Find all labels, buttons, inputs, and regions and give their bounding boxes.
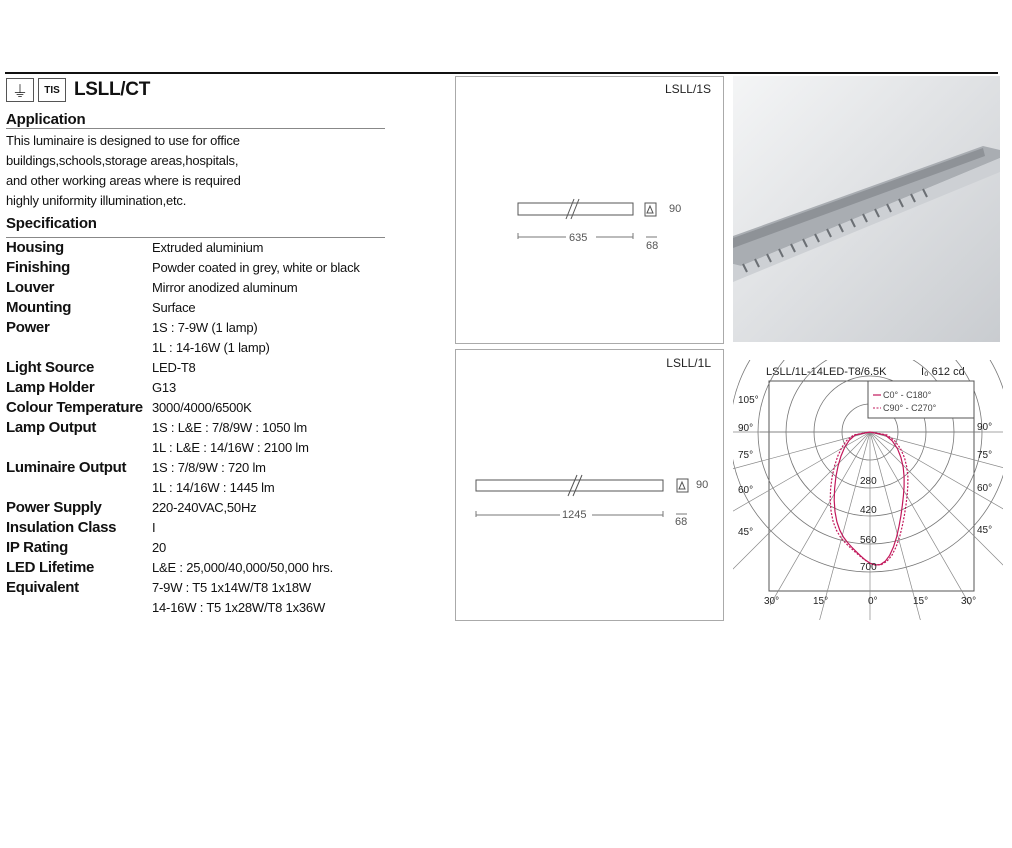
product-photo bbox=[733, 76, 1000, 342]
height-dimension: 90 bbox=[696, 479, 709, 491]
spec-row bbox=[6, 578, 386, 598]
legend-c90: C90° - C270° bbox=[883, 403, 937, 413]
ring-value: 700 bbox=[860, 562, 877, 573]
spec-row bbox=[6, 398, 386, 418]
spec-label: Colour Temperature bbox=[6, 399, 143, 416]
angle-label-bottom: 0° bbox=[868, 596, 878, 607]
model-title: LSLL/CT bbox=[74, 79, 150, 100]
spec-value: Mirror anodized aluminum bbox=[152, 280, 298, 295]
drawing-panel-1l bbox=[455, 349, 724, 621]
spec-row bbox=[6, 338, 386, 358]
angle-label-right: 75° bbox=[977, 450, 993, 461]
spec-label: IP Rating bbox=[6, 539, 69, 556]
polar-spoke bbox=[733, 432, 870, 573]
spec-row bbox=[6, 278, 386, 298]
application-line: buildings,schools,storage areas,hospitals, bbox=[6, 153, 239, 168]
spec-value: 1L : 14/16W : 1445 lm bbox=[152, 480, 275, 495]
spec-row bbox=[6, 378, 386, 398]
peak-intensity: I₀ 612 cd bbox=[921, 366, 965, 378]
angle-label-left: 60° bbox=[738, 485, 754, 496]
tis-badge: TIS bbox=[38, 78, 66, 102]
application-line: This luminaire is designed to use for office bbox=[6, 133, 240, 148]
angle-label-right: 90° bbox=[977, 422, 993, 433]
spec-value: LED-T8 bbox=[152, 360, 196, 375]
product-header bbox=[6, 78, 150, 102]
angle-label-left: 90° bbox=[738, 423, 754, 434]
spec-label: Light Source bbox=[6, 359, 95, 376]
specification-heading: Specification bbox=[6, 215, 97, 232]
spec-label: Insulation Class bbox=[6, 519, 117, 536]
spec-label: Luminaire Output bbox=[6, 459, 127, 476]
spec-value: 1S : 7/8/9W : 720 lm bbox=[152, 460, 266, 475]
application-heading: Application bbox=[6, 111, 86, 128]
height-dimension: 90 bbox=[669, 203, 682, 215]
spec-row bbox=[6, 558, 386, 578]
polar-grid bbox=[733, 360, 1003, 620]
photometric-title: LSLL/1L-14LED-T8/6.5K bbox=[766, 366, 887, 378]
drawing-title: LSLL/1S bbox=[664, 82, 711, 96]
spec-row bbox=[6, 238, 386, 258]
luminaire-render bbox=[733, 76, 1000, 342]
spec-value: 1L : 14-16W (1 lamp) bbox=[152, 340, 270, 355]
polar-spoke bbox=[733, 432, 870, 532]
dimension-drawing-1l bbox=[456, 350, 723, 620]
spec-value: 20 bbox=[152, 540, 167, 555]
spec-value: 1S : 7-9W (1 lamp) bbox=[152, 320, 258, 335]
angle-label-left: 45° bbox=[738, 527, 754, 538]
spec-row bbox=[6, 478, 386, 498]
ring-value: 420 bbox=[860, 505, 877, 516]
spec-row bbox=[6, 438, 386, 458]
spec-label: Equivalent bbox=[6, 579, 79, 596]
specification-table bbox=[6, 238, 386, 618]
angle-label-bottom: 30° bbox=[764, 596, 780, 607]
spec-label: Lamp Holder bbox=[6, 379, 95, 396]
spec-row bbox=[6, 458, 386, 478]
spec-row bbox=[6, 498, 386, 518]
spec-row bbox=[6, 598, 386, 618]
spec-row bbox=[6, 538, 386, 558]
spec-row bbox=[6, 358, 386, 378]
spec-value: I bbox=[152, 520, 156, 535]
application-rule bbox=[6, 128, 385, 129]
angle-label-left: 75° bbox=[738, 450, 754, 461]
spec-value: 7-9W : T5 1x14W/T8 1x18W bbox=[152, 580, 311, 595]
application-line: highly uniformity illumination,etc. bbox=[6, 193, 187, 208]
spec-value: Surface bbox=[152, 300, 196, 315]
angle-label-left: 105° bbox=[738, 395, 759, 406]
earth-symbol-icon: ⏚ bbox=[6, 78, 34, 102]
spec-value: G13 bbox=[152, 380, 176, 395]
dimension-drawing-1s bbox=[456, 77, 723, 343]
application-text bbox=[6, 131, 276, 211]
spec-value: L&E : 25,000/40,000/50,000 hrs. bbox=[152, 560, 333, 575]
spec-value: Extruded aluminium bbox=[152, 240, 264, 255]
drawing-title: LSLL/1L bbox=[666, 356, 711, 370]
spec-row bbox=[6, 518, 386, 538]
polar-spoke bbox=[870, 432, 1003, 532]
top-rule bbox=[5, 72, 998, 74]
legend-c0: C0° - C180° bbox=[883, 390, 932, 400]
spec-row bbox=[6, 418, 386, 438]
polar-spoke bbox=[818, 432, 870, 620]
spec-value: 1S : L&E : 7/8/9W : 1050 lm bbox=[152, 420, 308, 435]
spec-value: 220-240VAC,50Hz bbox=[152, 500, 257, 515]
polar-spoke bbox=[870, 432, 922, 620]
spec-row bbox=[6, 258, 386, 278]
ring-value: 280 bbox=[860, 476, 877, 487]
spec-row bbox=[6, 298, 386, 318]
spec-label: LED Lifetime bbox=[6, 559, 95, 576]
spec-value: 14-16W : T5 1x28W/T8 1x36W bbox=[152, 600, 326, 615]
ring-value: 560 bbox=[860, 535, 877, 546]
angle-label-bottom: 30° bbox=[961, 596, 977, 607]
spec-label: Power Supply bbox=[6, 499, 102, 516]
length-dimension: 635 bbox=[569, 232, 588, 244]
spec-label: Housing bbox=[6, 239, 64, 256]
spec-label: Lamp Output bbox=[6, 419, 97, 436]
spec-label: Finishing bbox=[6, 259, 70, 276]
angle-label-right: 45° bbox=[977, 525, 993, 536]
spec-value: 1L : L&E : 14/16W : 2100 lm bbox=[152, 440, 309, 455]
angle-label-bottom: 15° bbox=[813, 596, 829, 607]
width-dimension: 68 bbox=[675, 516, 688, 528]
width-dimension: 68 bbox=[646, 240, 659, 252]
spec-label: Mounting bbox=[6, 299, 72, 316]
angle-label-bottom: 15° bbox=[913, 596, 929, 607]
application-line: and other working areas where is required bbox=[6, 173, 241, 188]
spec-label: Power bbox=[6, 319, 50, 336]
angle-label-right: 60° bbox=[977, 483, 993, 494]
length-dimension: 1245 bbox=[562, 509, 587, 521]
spec-value: Powder coated in grey, white or black bbox=[152, 260, 360, 275]
spec-row bbox=[6, 318, 386, 338]
photometric-diagram bbox=[733, 360, 1003, 620]
spec-value: 3000/4000/6500K bbox=[152, 400, 252, 415]
drawing-panel-1s bbox=[455, 76, 724, 344]
spec-label: Louver bbox=[6, 279, 55, 296]
